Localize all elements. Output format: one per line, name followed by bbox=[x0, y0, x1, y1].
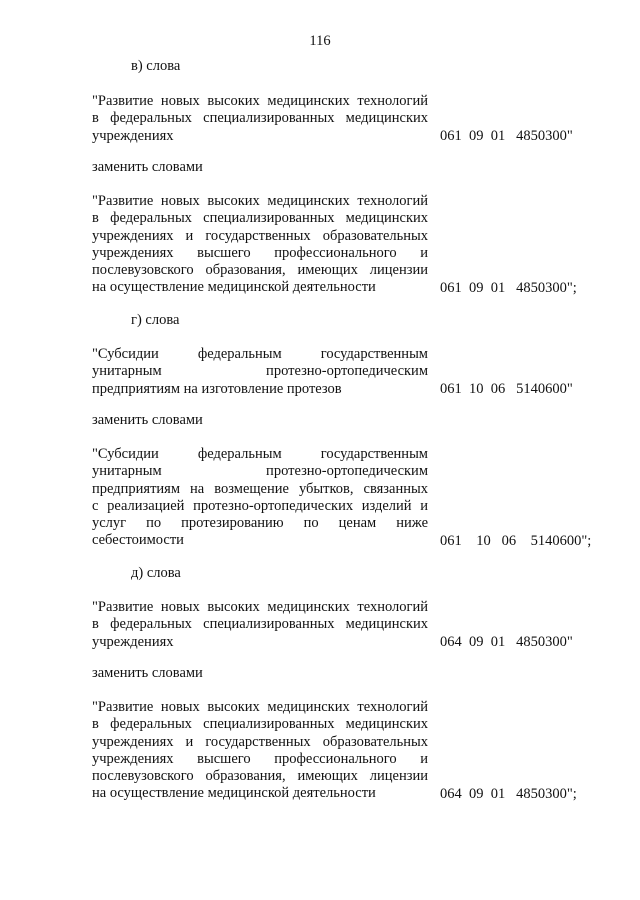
text-line: предприятиям на возмещение убытков, связанных bbox=[92, 480, 428, 497]
new-text-v bbox=[92, 193, 428, 297]
page-number: 116 bbox=[309, 33, 331, 49]
text-line: учреждениях bbox=[92, 633, 174, 650]
section-label-v: в) слова bbox=[131, 58, 181, 74]
text-line: "Субсидии федеральным государственным bbox=[92, 446, 428, 462]
replace-label: заменить словами bbox=[92, 665, 203, 681]
budget-code: 064 09 01 4850300"; bbox=[440, 785, 577, 802]
text-line: учреждениях и государственных образовательных bbox=[92, 733, 428, 750]
budget-code: 064 09 01 4850300" bbox=[440, 633, 573, 650]
text-line: учреждениях высшего профессионального и bbox=[92, 750, 428, 767]
text-line: с реализацией протезно-ортопедических изделий и bbox=[92, 497, 428, 514]
text-line: унитарным протезно-ортопедическим bbox=[92, 463, 428, 480]
new-text-d bbox=[92, 699, 428, 803]
text-line: "Развитие новых высоких медицинских технологий bbox=[92, 193, 428, 209]
section-label-d: д) слова bbox=[131, 565, 181, 581]
budget-code: 061 09 01 4850300"; bbox=[440, 279, 577, 296]
old-text-v bbox=[92, 93, 428, 145]
old-text-g bbox=[92, 346, 428, 398]
text-line: послевузовского образования, имеющих лицензии bbox=[92, 262, 428, 279]
text-line: "Субсидии федеральным государственным bbox=[92, 346, 428, 362]
text-line: в федеральных специализированных медицинских bbox=[92, 616, 428, 633]
text-line: "Развитие новых высоких медицинских технологий bbox=[92, 599, 428, 615]
text-line: на осуществление медицинской деятельности bbox=[92, 785, 376, 802]
text-line: учреждениях высшего профессионального и bbox=[92, 244, 428, 261]
replace-label: заменить словами bbox=[92, 412, 203, 428]
new-text-g bbox=[92, 446, 428, 550]
text-line: учреждениях и государственных образовательных bbox=[92, 227, 428, 244]
section-label-g: г) слова bbox=[131, 312, 180, 328]
text-line: себестоимости bbox=[92, 532, 184, 549]
text-line: "Развитие новых высоких медицинских технологий bbox=[92, 93, 428, 109]
replace-label: заменить словами bbox=[92, 159, 203, 175]
text-line: в федеральных специализированных медицинских bbox=[92, 716, 428, 733]
text-line: на осуществление медицинской деятельности bbox=[92, 279, 376, 296]
text-line: услуг по протезированию по ценам ниже bbox=[92, 515, 428, 532]
text-line: в федеральных специализированных медицинских bbox=[92, 210, 428, 227]
text-line: предприятиям на изготовление протезов bbox=[92, 380, 342, 397]
text-line: учреждениях bbox=[92, 127, 174, 144]
text-line: унитарным протезно-ортопедическим bbox=[92, 363, 428, 380]
budget-code: 061 10 06 5140600" bbox=[440, 380, 573, 397]
text-line: в федеральных специализированных медицинских bbox=[92, 110, 428, 127]
text-line: послевузовского образования, имеющих лицензии bbox=[92, 768, 428, 785]
text-line: "Развитие новых высоких медицинских технологий bbox=[92, 699, 428, 715]
budget-code: 061 10 06 5140600"; bbox=[440, 532, 592, 549]
old-text-d bbox=[92, 599, 428, 651]
budget-code: 061 09 01 4850300" bbox=[440, 127, 573, 144]
